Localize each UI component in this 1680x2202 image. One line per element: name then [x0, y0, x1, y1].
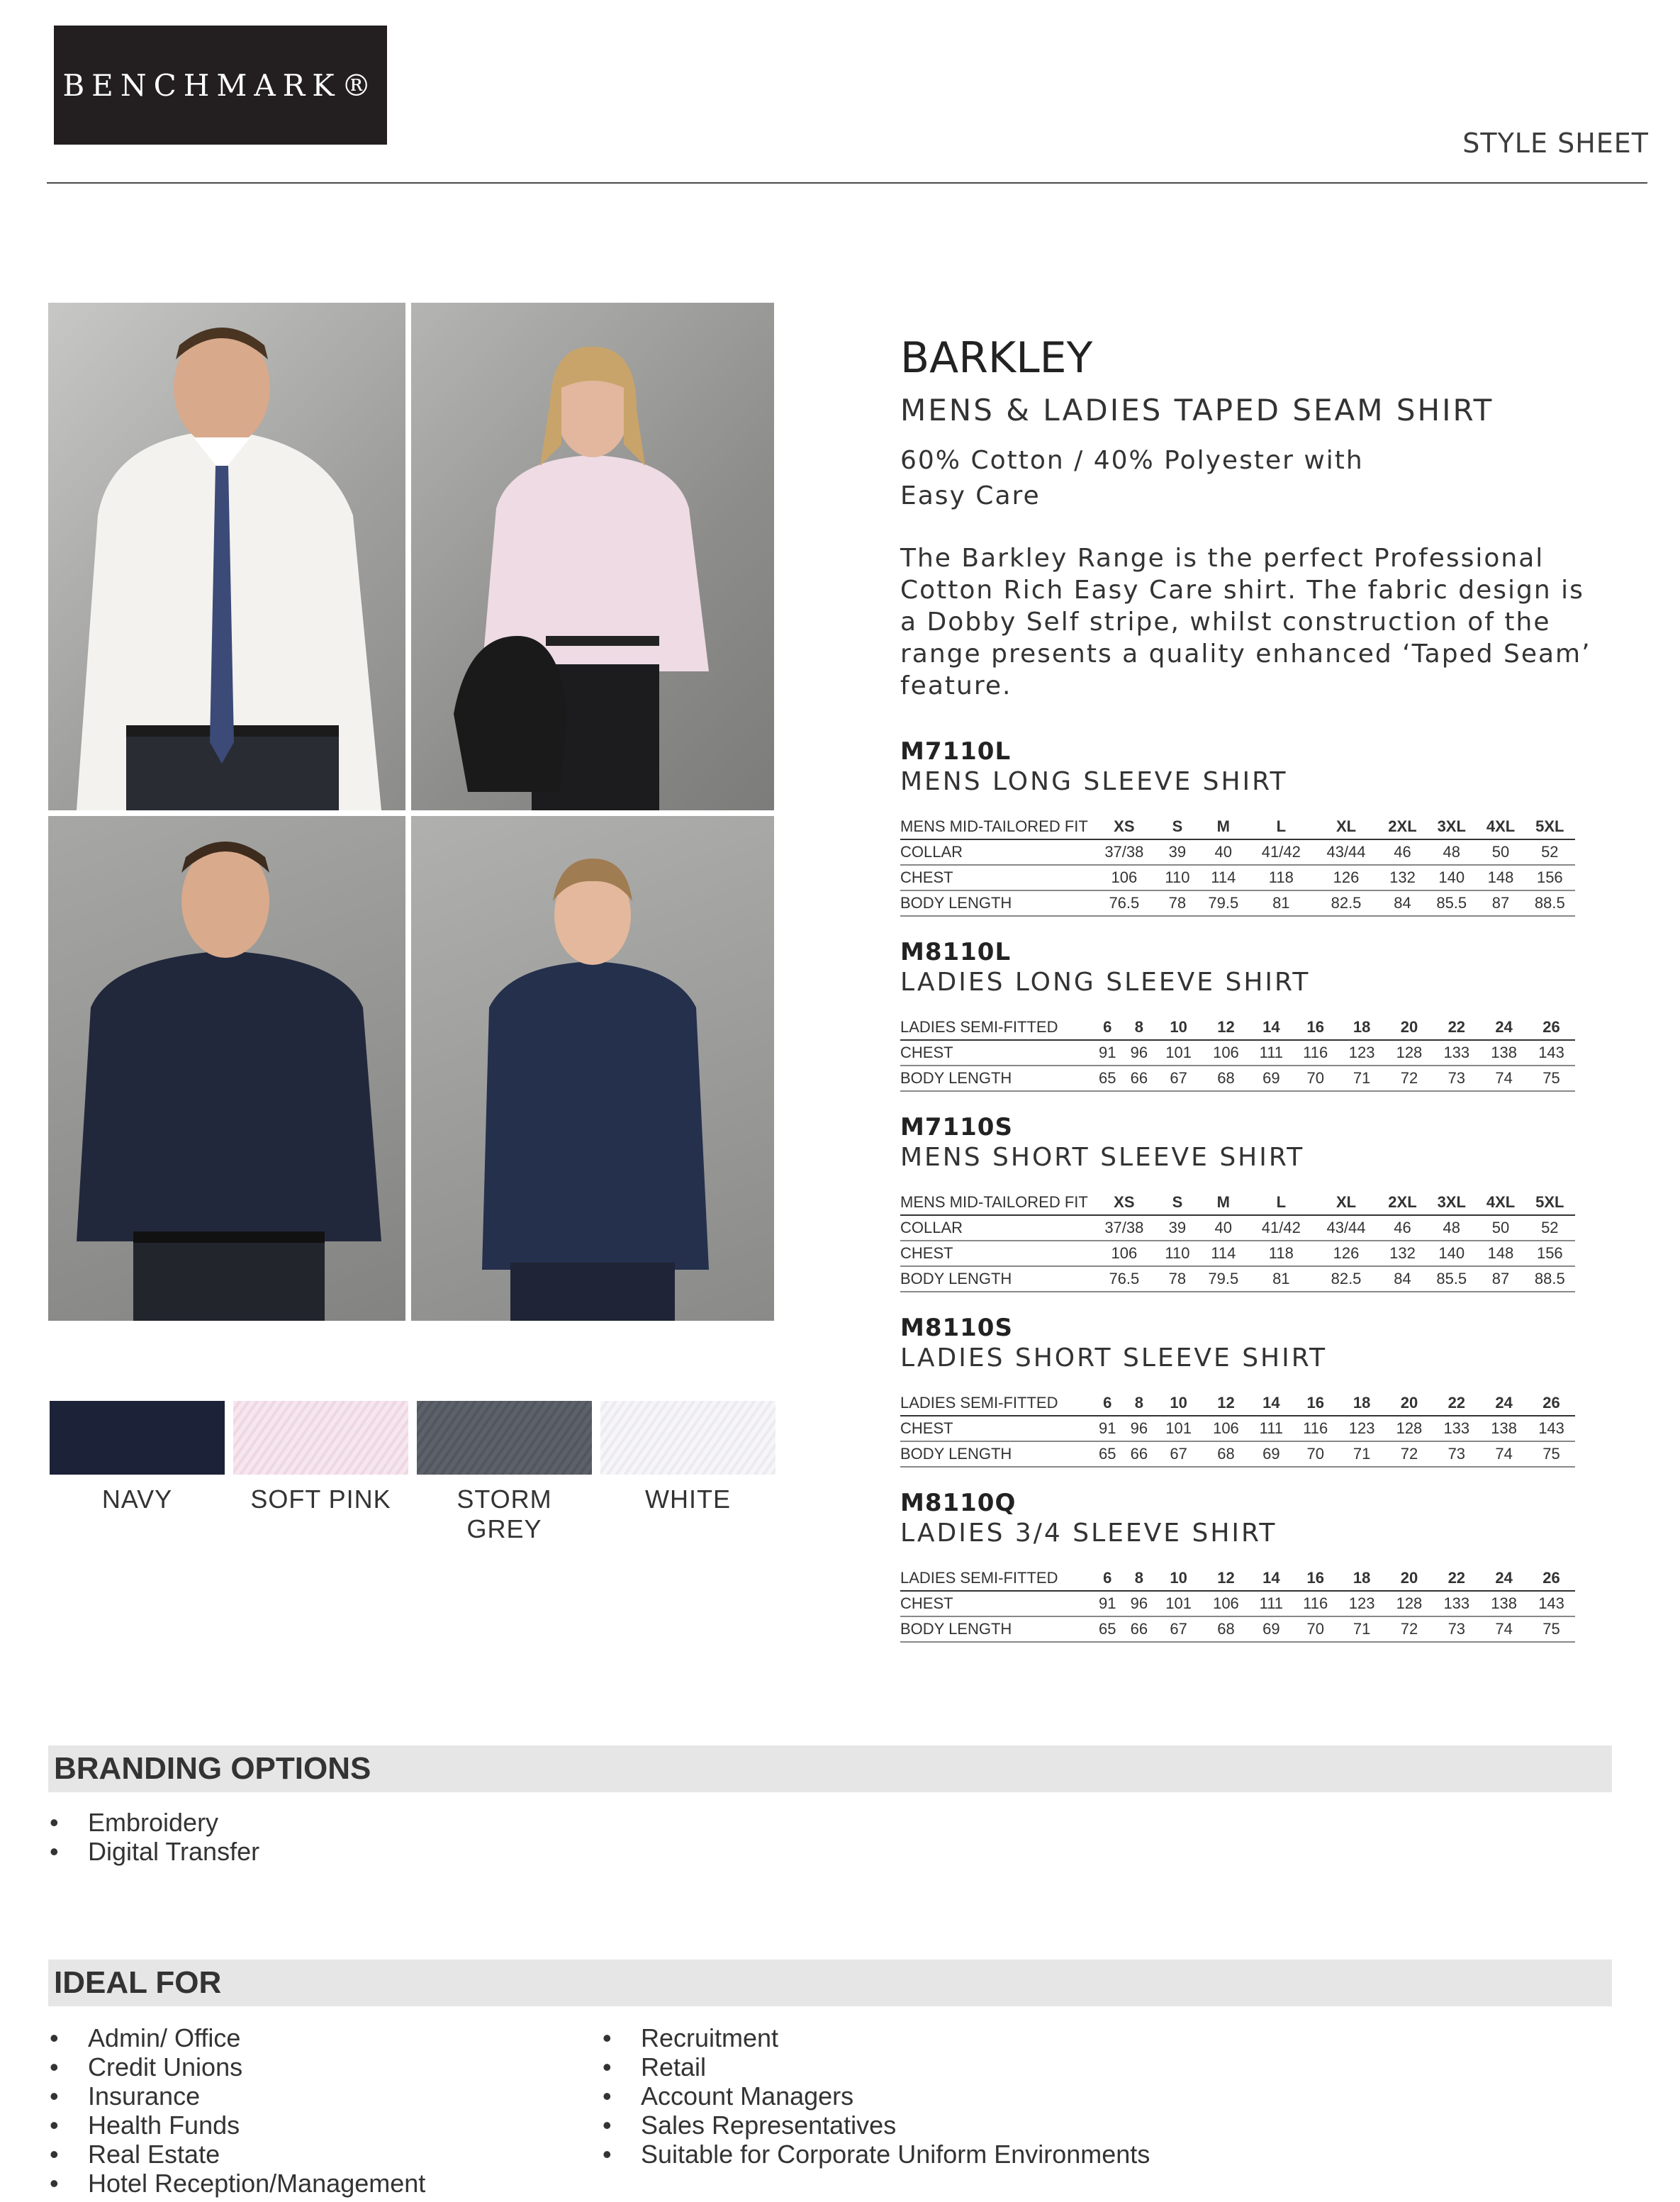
measurement-value: 71: [1338, 1616, 1386, 1642]
measurement-value: 123: [1338, 1040, 1386, 1066]
size-table: [900, 1190, 1575, 1292]
measurement-value: 118: [1248, 865, 1314, 890]
measurement-value: 48: [1426, 1215, 1477, 1241]
photo-ladies-long-sleeve-pink: [411, 303, 774, 810]
size-header: 12: [1202, 1566, 1250, 1591]
product-name: LADIES SHORT SLEEVE SHIRT: [900, 1343, 1328, 1373]
size-header: S: [1157, 1190, 1198, 1215]
measurement-value: 74: [1480, 1616, 1528, 1642]
size-header: XL: [1314, 1190, 1379, 1215]
fit-label: LADIES SEMI-FITTED: [900, 1566, 1092, 1591]
model-woman-pink-shirt-image: [411, 303, 774, 810]
measurement-value: 39: [1157, 839, 1198, 865]
measurement-value: 148: [1477, 865, 1524, 890]
measurement-value: 73: [1433, 1066, 1480, 1091]
measurement-value: 50: [1477, 839, 1524, 865]
swatch-white[interactable]: [600, 1401, 775, 1544]
measurement-value: 116: [1293, 1416, 1338, 1441]
fabric-composition: 60% Cotton / 40% Polyester with Easy Care: [900, 446, 1364, 510]
measurement-value: 106: [1202, 1040, 1250, 1066]
measurement-value: 67: [1155, 1066, 1202, 1091]
measurement-value: 40: [1198, 1215, 1248, 1241]
measurement-value: 111: [1250, 1591, 1293, 1616]
table-row: [900, 1215, 1575, 1241]
size-header: 10: [1155, 1391, 1202, 1416]
measurement-value: 85.5: [1426, 890, 1477, 916]
size-charts: [900, 737, 1581, 1664]
benchmark-logo: [54, 26, 387, 145]
measurement-value: 111: [1250, 1040, 1293, 1066]
size-header: 18: [1338, 1015, 1386, 1040]
size-header: 6: [1092, 1566, 1124, 1591]
size-header: 26: [1528, 1015, 1575, 1040]
measurement-value: 82.5: [1314, 1266, 1379, 1292]
measurement-value: 88.5: [1525, 890, 1575, 916]
measurement-value: 68: [1202, 1066, 1250, 1091]
measurement-value: 70: [1293, 1066, 1338, 1091]
table-row: [900, 839, 1575, 865]
measurement-value: 66: [1124, 1616, 1155, 1642]
measurement-label: BODY LENGTH: [900, 890, 1092, 916]
product-block-m8110l: [900, 938, 1581, 1092]
measurement-value: 74: [1480, 1066, 1528, 1091]
table-row: [900, 890, 1575, 916]
measurement-value: 106: [1202, 1591, 1250, 1616]
ideal-for-item: • Real Estate: [50, 2140, 425, 2169]
size-header: 10: [1155, 1015, 1202, 1040]
measurement-value: 123: [1338, 1416, 1386, 1441]
measurement-value: 68: [1202, 1616, 1250, 1642]
measurement-value: 39: [1157, 1215, 1198, 1241]
size-header: 8: [1124, 1566, 1155, 1591]
size-header: 12: [1202, 1015, 1250, 1040]
product-block-m8110q: [900, 1489, 1581, 1643]
measurement-label: BODY LENGTH: [900, 1066, 1092, 1091]
measurement-value: 101: [1155, 1416, 1202, 1441]
size-header: L: [1248, 1190, 1314, 1215]
measurement-value: 128: [1386, 1591, 1433, 1616]
swatch-storm-grey[interactable]: [417, 1401, 592, 1544]
measurement-value: 75: [1528, 1616, 1575, 1642]
measurement-value: 96: [1124, 1040, 1155, 1066]
ideal-for-list-right: [603, 2023, 1150, 2169]
measurement-value: 43/44: [1314, 1215, 1379, 1241]
measurement-value: 52: [1525, 839, 1575, 865]
branding-heading: BRANDING OPTIONS: [48, 1745, 1612, 1792]
measurement-value: 66: [1124, 1066, 1155, 1091]
measurement-value: 73: [1433, 1441, 1480, 1467]
ideal-for-item: • Credit Unions: [50, 2052, 425, 2081]
size-header: 18: [1338, 1566, 1386, 1591]
ideal-for-item: • Retail: [603, 2052, 1150, 2081]
header-divider: [47, 182, 1647, 184]
measurement-value: 69: [1250, 1616, 1293, 1642]
measurement-label: COLLAR: [900, 1215, 1092, 1241]
measurement-value: 114: [1198, 1241, 1248, 1266]
measurement-value: 78: [1157, 890, 1198, 916]
measurement-label: BODY LENGTH: [900, 1441, 1092, 1467]
model-man-navy-shirt-image: [48, 816, 405, 1321]
measurement-value: 138: [1480, 1040, 1528, 1066]
size-header: 24: [1480, 1566, 1528, 1591]
swatch-soft-pink-color: [233, 1401, 408, 1475]
size-header: XL: [1314, 815, 1379, 839]
size-header: 5XL: [1525, 815, 1575, 839]
photo-mens-long-sleeve-white: [48, 303, 405, 810]
product-info: [900, 333, 1609, 702]
ideal-for-item: • Sales Representatives: [603, 2111, 1150, 2140]
measurement-value: 118: [1248, 1241, 1314, 1266]
colour-swatches: [50, 1401, 775, 1544]
product-code: M8110S: [900, 1314, 1013, 1342]
model-woman-navy-shirt-image: [411, 816, 774, 1321]
measurement-value: 106: [1092, 1241, 1157, 1266]
size-header: 22: [1433, 1015, 1480, 1040]
measurement-value: 156: [1525, 1241, 1575, 1266]
product-block-m7110s: [900, 1113, 1581, 1292]
measurement-value: 50: [1477, 1215, 1524, 1241]
measurement-value: 81: [1248, 890, 1314, 916]
measurement-value: 72: [1386, 1441, 1433, 1467]
size-header: 26: [1528, 1391, 1575, 1416]
size-header: 2XL: [1379, 1190, 1426, 1215]
ideal-for-item: • Health Funds: [50, 2111, 425, 2140]
size-table: [900, 1391, 1575, 1468]
measurement-value: 71: [1338, 1066, 1386, 1091]
product-block-m8110s: [900, 1314, 1581, 1468]
size-header: 16: [1293, 1015, 1338, 1040]
size-header: 16: [1293, 1391, 1338, 1416]
swatch-storm-grey-label: STORM GREY: [457, 1485, 552, 1543]
measurement-value: 96: [1124, 1416, 1155, 1441]
measurement-value: 132: [1379, 1241, 1426, 1266]
swatch-navy[interactable]: [50, 1401, 225, 1544]
measurement-value: 79.5: [1198, 890, 1248, 916]
measurement-value: 143: [1528, 1591, 1575, 1616]
branding-list: [50, 1808, 259, 1866]
measurement-value: 91: [1092, 1416, 1124, 1441]
measurement-value: 68: [1202, 1441, 1250, 1467]
measurement-value: 37/38: [1092, 839, 1157, 865]
measurement-value: 128: [1386, 1416, 1433, 1441]
measurement-value: 75: [1528, 1441, 1575, 1467]
size-header: 14: [1250, 1391, 1293, 1416]
measurement-value: 140: [1426, 865, 1477, 890]
measurement-value: 79.5: [1198, 1266, 1248, 1292]
size-table: [900, 815, 1575, 917]
ideal-for-item: • Admin/ Office: [50, 2023, 425, 2052]
size-header: 20: [1386, 1015, 1433, 1040]
table-row: [900, 1441, 1575, 1467]
ideal-for-item: • Hotel Reception/Management: [50, 2169, 425, 2198]
measurement-value: 65: [1092, 1616, 1124, 1642]
product-name: LADIES LONG SLEEVE SHIRT: [900, 968, 1311, 997]
product-name: LADIES 3/4 SLEEVE SHIRT: [900, 1519, 1277, 1548]
measurement-label: CHEST: [900, 1591, 1092, 1616]
measurement-value: 101: [1155, 1591, 1202, 1616]
size-header: S: [1157, 815, 1198, 839]
measurement-label: CHEST: [900, 1040, 1092, 1066]
measurement-value: 37/38: [1092, 1215, 1157, 1241]
size-header: 2XL: [1379, 815, 1426, 839]
product-code: M8110Q: [900, 1489, 1017, 1517]
swatch-white-label: WHITE: [645, 1485, 731, 1514]
measurement-value: 128: [1386, 1040, 1433, 1066]
measurement-value: 76.5: [1092, 1266, 1157, 1292]
measurement-label: COLLAR: [900, 839, 1092, 865]
size-header: 3XL: [1426, 1190, 1477, 1215]
size-header: 3XL: [1426, 815, 1477, 839]
table-row: [900, 1241, 1575, 1266]
fit-label: MENS MID-TAILORED FIT: [900, 1190, 1092, 1215]
table-row: [900, 865, 1575, 890]
size-table: [900, 1015, 1575, 1092]
measurement-label: CHEST: [900, 1416, 1092, 1441]
size-header: 6: [1092, 1015, 1124, 1040]
size-header: 12: [1202, 1391, 1250, 1416]
measurement-value: 156: [1525, 865, 1575, 890]
measurement-value: 84: [1379, 890, 1426, 916]
measurement-value: 65: [1092, 1441, 1124, 1467]
swatch-navy-color: [50, 1401, 225, 1475]
product-code: M7110L: [900, 737, 1012, 766]
branding-item: • Digital Transfer: [50, 1837, 259, 1866]
product-code: M8110L: [900, 938, 1012, 966]
product-description: The Barkley Range is the perfect Professional Cotton Rich Easy Care shirt. The fabric design is a Dobby Self stripe, whilst construction of the range presents a quality enhanced ‘Taped Seam’ feature.: [900, 544, 1591, 700]
measurement-value: 72: [1386, 1616, 1433, 1642]
logo-text: BENCHMARK®: [62, 67, 379, 103]
size-header: 22: [1433, 1566, 1480, 1591]
measurement-value: 88.5: [1525, 1266, 1575, 1292]
measurement-value: 76.5: [1092, 890, 1157, 916]
measurement-value: 46: [1379, 839, 1426, 865]
measurement-value: 71: [1338, 1441, 1386, 1467]
measurement-value: 82.5: [1314, 890, 1379, 916]
measurement-value: 67: [1155, 1616, 1202, 1642]
measurement-value: 41/42: [1248, 839, 1314, 865]
size-header: M: [1198, 1190, 1248, 1215]
swatch-navy-label: NAVY: [101, 1485, 173, 1514]
measurement-value: 110: [1157, 1241, 1198, 1266]
fit-label: LADIES SEMI-FITTED: [900, 1015, 1092, 1040]
swatch-white-color: [600, 1401, 775, 1475]
measurement-value: 48: [1426, 839, 1477, 865]
size-header: 18: [1338, 1391, 1386, 1416]
measurement-value: 91: [1092, 1591, 1124, 1616]
measurement-value: 67: [1155, 1441, 1202, 1467]
measurement-value: 133: [1433, 1591, 1480, 1616]
measurement-value: 73: [1433, 1616, 1480, 1642]
fit-label: LADIES SEMI-FITTED: [900, 1391, 1092, 1416]
measurement-value: 87: [1477, 1266, 1524, 1292]
size-header: XS: [1092, 815, 1157, 839]
table-row: [900, 1066, 1575, 1091]
style-sheet-label: STYLE SHEET: [1462, 128, 1649, 159]
table-row: [900, 1416, 1575, 1441]
photo-mens-short-sleeve-navy: [48, 816, 405, 1321]
table-row: [900, 1616, 1575, 1642]
ideal-for-item: • Insurance: [50, 2081, 425, 2111]
measurement-value: 40: [1198, 839, 1248, 865]
size-header: 14: [1250, 1015, 1293, 1040]
swatch-soft-pink-label: SOFT PINK: [250, 1485, 391, 1514]
measurement-value: 65: [1092, 1066, 1124, 1091]
size-header: 20: [1386, 1391, 1433, 1416]
measurement-value: 116: [1293, 1040, 1338, 1066]
model-man-white-shirt-image: [48, 303, 405, 810]
measurement-value: 69: [1250, 1441, 1293, 1467]
product-name: MENS LONG SLEEVE SHIRT: [900, 767, 1288, 796]
measurement-value: 123: [1338, 1591, 1386, 1616]
photo-ladies-short-sleeve-navy: [411, 816, 774, 1321]
size-header: 10: [1155, 1566, 1202, 1591]
size-header: 8: [1124, 1015, 1155, 1040]
measurement-value: 91: [1092, 1040, 1124, 1066]
measurement-value: 75: [1528, 1066, 1575, 1091]
measurement-value: 133: [1433, 1040, 1480, 1066]
measurement-value: 138: [1480, 1416, 1528, 1441]
size-header: L: [1248, 815, 1314, 839]
measurement-value: 143: [1528, 1416, 1575, 1441]
measurement-value: 78: [1157, 1266, 1198, 1292]
size-header: 4XL: [1477, 815, 1524, 839]
measurement-value: 72: [1386, 1066, 1433, 1091]
product-name: MENS SHORT SLEEVE SHIRT: [900, 1143, 1305, 1172]
size-header: 14: [1250, 1566, 1293, 1591]
measurement-value: 85.5: [1426, 1266, 1477, 1292]
size-header: 26: [1528, 1566, 1575, 1591]
swatch-soft-pink[interactable]: [233, 1401, 408, 1544]
measurement-value: 101: [1155, 1040, 1202, 1066]
size-header: 24: [1480, 1015, 1528, 1040]
size-header: XS: [1092, 1190, 1157, 1215]
measurement-value: 140: [1426, 1241, 1477, 1266]
measurement-value: 106: [1092, 865, 1157, 890]
measurement-value: 87: [1477, 890, 1524, 916]
table-row: [900, 1040, 1575, 1066]
measurement-label: CHEST: [900, 865, 1092, 890]
ideal-for-item: • Recruitment: [603, 2023, 1150, 2052]
ideal-for-item: • Suitable for Corporate Uniform Environments: [603, 2140, 1150, 2169]
measurement-value: 126: [1314, 1241, 1379, 1266]
fit-label: MENS MID-TAILORED FIT: [900, 815, 1092, 839]
size-header: 4XL: [1477, 1190, 1524, 1215]
ideal-for-item: • Account Managers: [603, 2081, 1150, 2111]
swatch-storm-grey-color: [417, 1401, 592, 1475]
measurement-value: 46: [1379, 1215, 1426, 1241]
size-header: M: [1198, 815, 1248, 839]
size-header: 20: [1386, 1566, 1433, 1591]
size-header: 6: [1092, 1391, 1124, 1416]
measurement-value: 41/42: [1248, 1215, 1314, 1241]
measurement-value: 114: [1198, 865, 1248, 890]
product-code: M7110S: [900, 1113, 1013, 1141]
measurement-value: 74: [1480, 1441, 1528, 1467]
measurement-value: 138: [1480, 1591, 1528, 1616]
measurement-label: CHEST: [900, 1241, 1092, 1266]
product-block-m7110l: [900, 737, 1581, 917]
measurement-value: 116: [1293, 1591, 1338, 1616]
product-title: BARKLEY: [900, 333, 1093, 383]
measurement-value: 52: [1525, 1215, 1575, 1241]
product-photos: [48, 303, 774, 1321]
size-header: 24: [1480, 1391, 1528, 1416]
measurement-value: 143: [1528, 1040, 1575, 1066]
measurement-value: 70: [1293, 1616, 1338, 1642]
measurement-value: 148: [1477, 1241, 1524, 1266]
measurement-value: 70: [1293, 1441, 1338, 1467]
measurement-value: 110: [1157, 865, 1198, 890]
size-header: 5XL: [1525, 1190, 1575, 1215]
size-header: 16: [1293, 1566, 1338, 1591]
measurement-value: 84: [1379, 1266, 1426, 1292]
table-row: [900, 1591, 1575, 1616]
product-subtitle: MENS & LADIES TAPED SEAM SHIRT: [900, 393, 1494, 427]
ideal-for-list-left: [50, 2023, 425, 2198]
branding-item: • Embroidery: [50, 1808, 259, 1837]
measurement-value: 66: [1124, 1441, 1155, 1467]
measurement-value: 106: [1202, 1416, 1250, 1441]
measurement-value: 126: [1314, 865, 1379, 890]
measurement-value: 96: [1124, 1591, 1155, 1616]
measurement-value: 132: [1379, 865, 1426, 890]
ideal-for-heading: IDEAL FOR: [48, 1960, 1612, 2006]
measurement-value: 69: [1250, 1066, 1293, 1091]
measurement-value: 43/44: [1314, 839, 1379, 865]
measurement-value: 133: [1433, 1416, 1480, 1441]
size-header: 22: [1433, 1391, 1480, 1416]
measurement-label: BODY LENGTH: [900, 1266, 1092, 1292]
measurement-value: 81: [1248, 1266, 1314, 1292]
measurement-label: BODY LENGTH: [900, 1616, 1092, 1642]
measurement-value: 111: [1250, 1416, 1293, 1441]
table-row: [900, 1266, 1575, 1292]
size-table: [900, 1566, 1575, 1643]
size-header: 8: [1124, 1391, 1155, 1416]
